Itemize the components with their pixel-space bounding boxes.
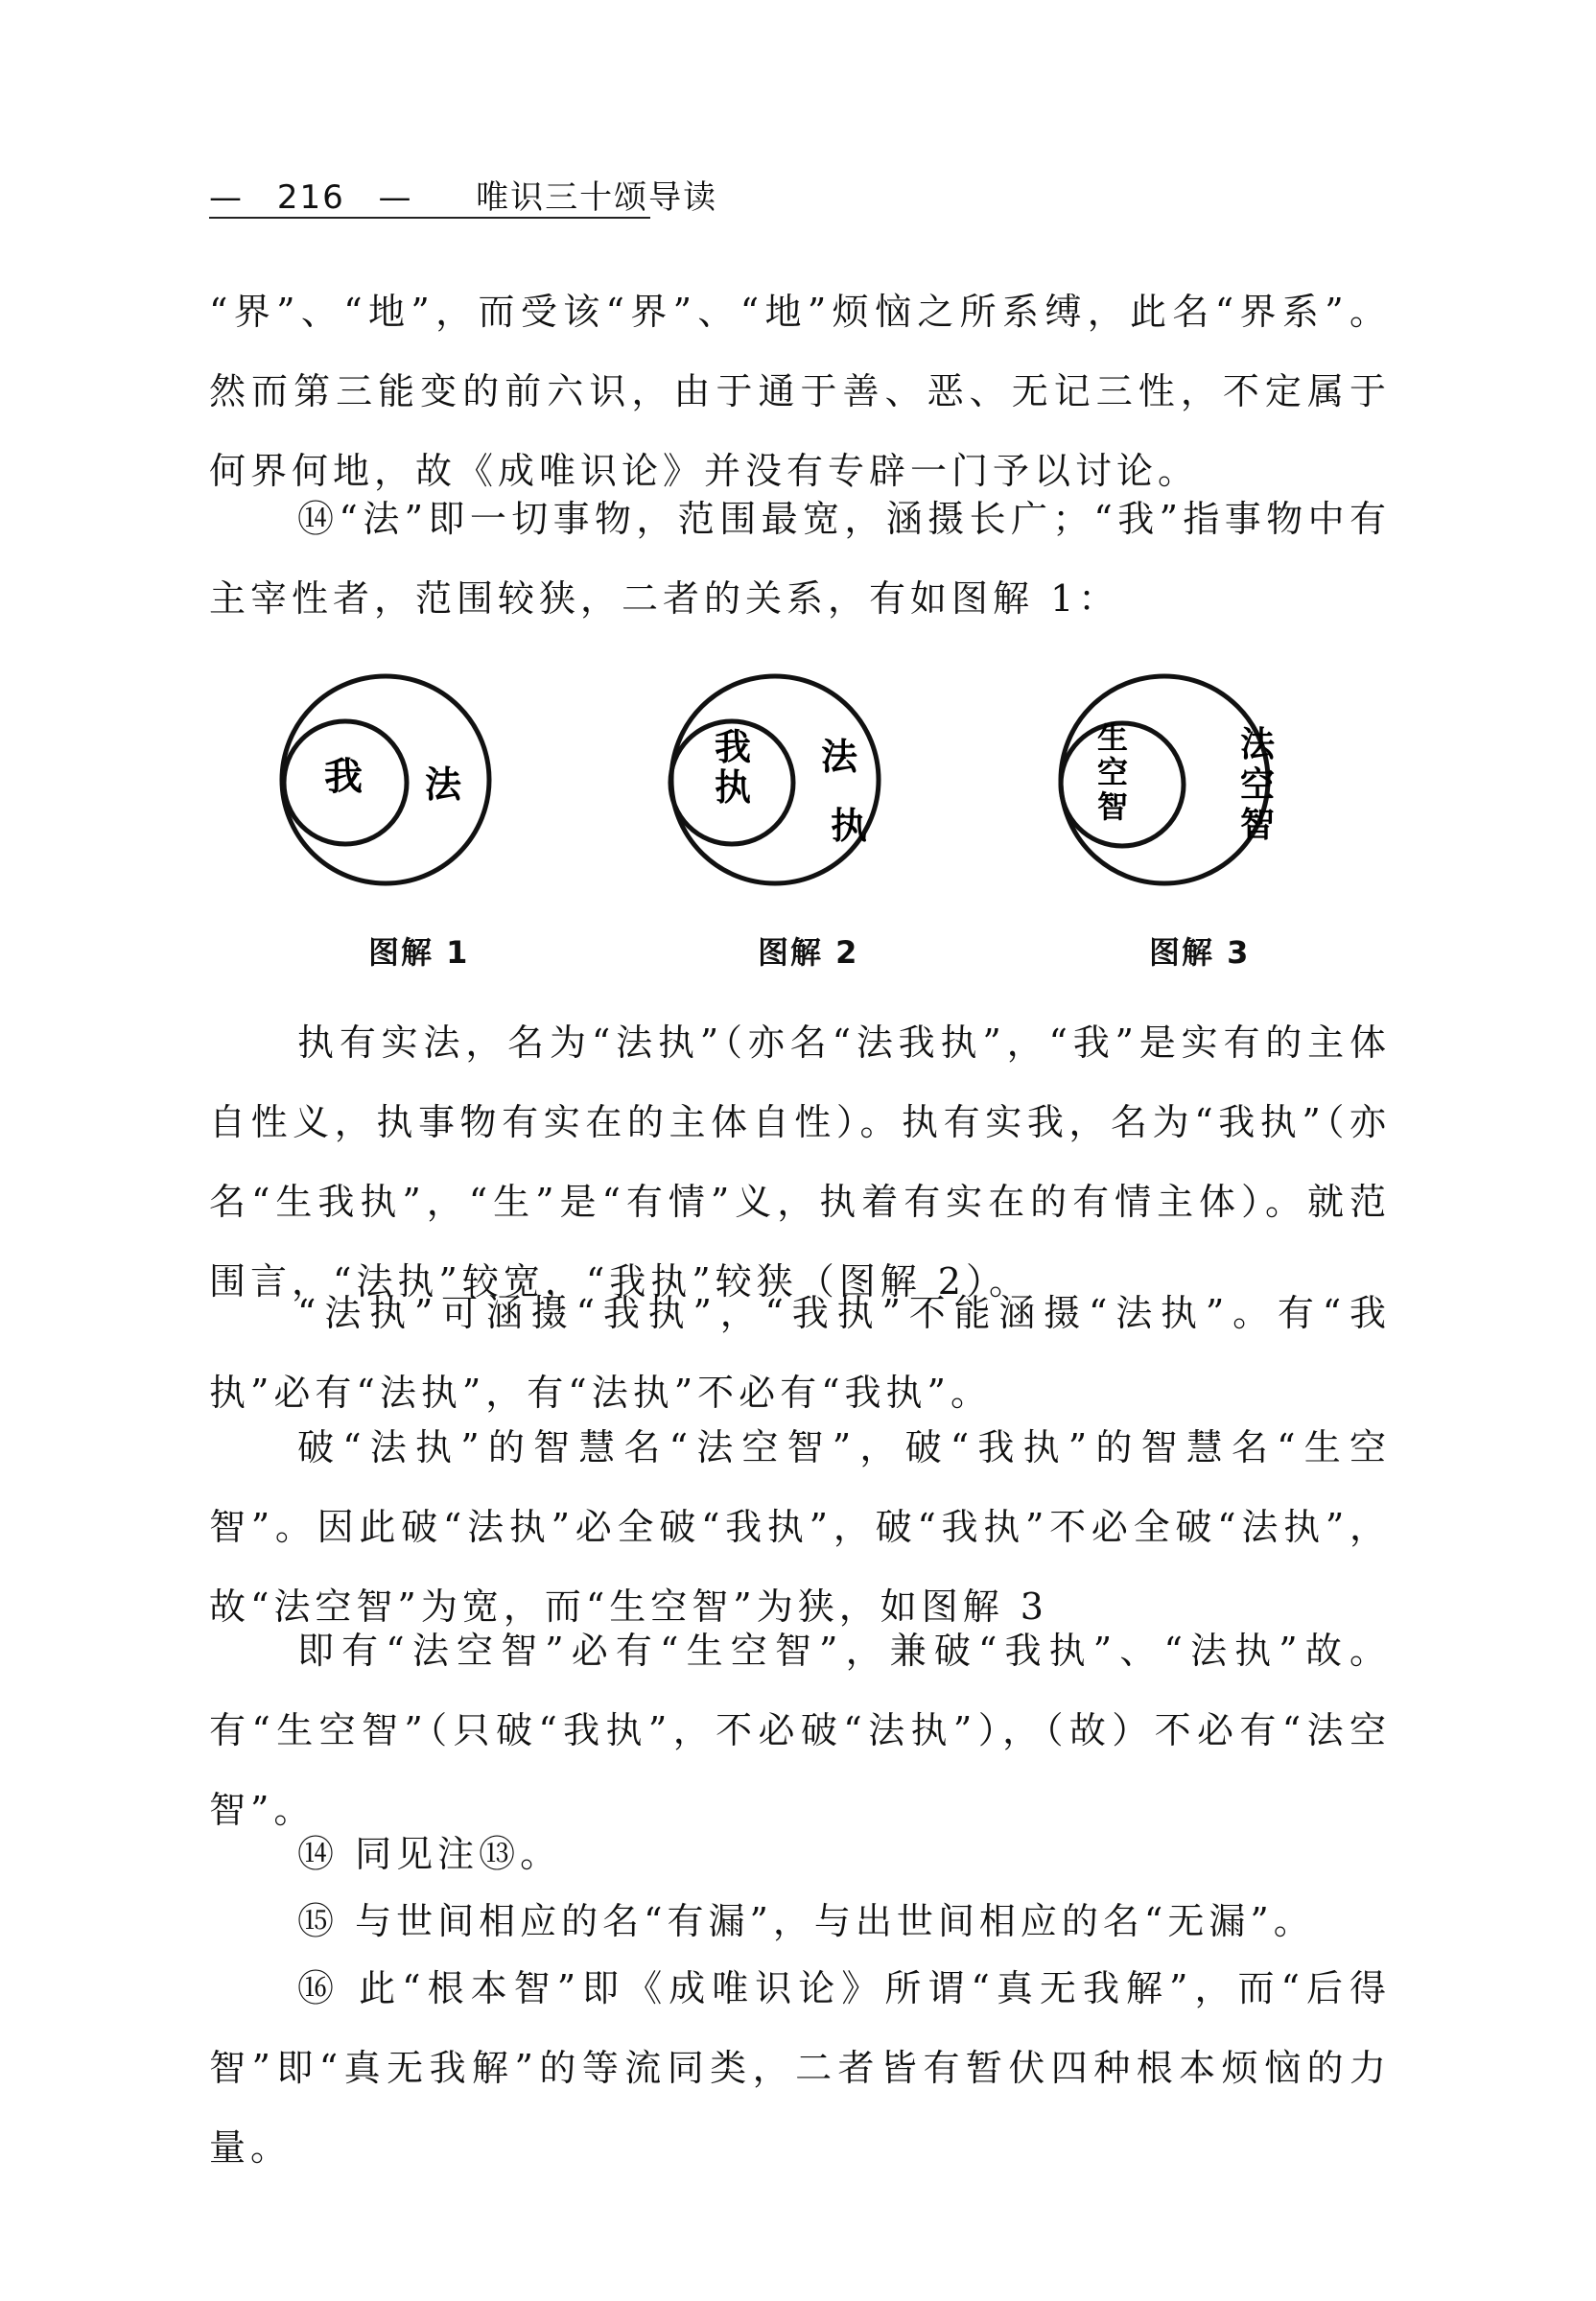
figure-2-diagram [670,676,879,883]
figure-1-diagram [282,676,489,883]
book-title: 唯识三十颂导读 [476,178,718,217]
note-146: ⑯ 此“根本智”即《成唯识论》所谓“真无我解”，而“后得智”即“真无我解”的等流同类，二者皆有暂伏四种根本烦恼的力量。 [209,1967,1391,2169]
header-dash-right: — [378,178,413,217]
paragraph-fazhi: 执有实法，名为“法执”（亦名“法我执”，“我”是实有的主体自性义，执事物有实在的主体自性）。执有实我，名为“我执”（亦名“生我执”，“生”是“有情”义，执着有实在的有情主体）。就范围言，“法执”较宽，“我执”较狭（图解 2）。 [209,1021,1391,1303]
note-145: ⑮ 与世间相应的名“有漏”，与出世间相应的名“无漏”。 [297,1900,1315,1942]
figure-1-caption: 图解 1 [368,934,470,971]
figure-2-inner-label-1: 我 [714,726,752,768]
figure-3-inner-label-1: 生 [1096,719,1129,756]
page-number: 216 [276,178,345,217]
paragraph-kongzhi: 破“法执”的智慧名“法空智”，破“我执”的智慧名“生空智”。因此破“法执”必全破“我执”，破“我执”不必全破“法执”，故“法空智”为宽，而“生空智”为狭，如图解 3 [209,1426,1391,1628]
note-144: ⑭ 同见注⑬。 [297,1833,562,1875]
paragraph-continued: “界”、“地”，而受该“界”、“地”烦恼之所系缚，此名“界系”。然而第三能变的前六识，由于通于善、恶、无记三性，不定属于何界何地，故《成唯识论》并没有专辟一门予以讨论。 [209,291,1391,492]
figure-2-caption: 图解 2 [758,934,859,971]
header-dash-left: — [209,178,244,217]
figure-3-diagram [1061,676,1276,883]
page-header [209,171,717,218]
figure-1-outer-label: 法 [424,763,462,806]
figure-2-outer-label-1: 法 [820,736,858,778]
figure-3-outer-label-2: 空 [1239,765,1276,805]
figure-3-outer-circle [1061,676,1268,883]
figure-2-outer-circle [671,676,879,883]
figure-3-inner-label-2: 空 [1096,754,1129,790]
figure-3-outer-label-1: 法 [1239,725,1276,764]
figure-3-outer-label-3: 智 [1239,806,1276,845]
figure-2-inner-label-2: 执 [714,766,752,809]
note-143: ⑭“法”即一切事物，范围最宽，涵摄长广；“我”指事物中有主宰性者，范围较狭，二者的关系，有如图解 1： [209,498,1391,620]
venn-figures-svg [278,641,1352,928]
paragraph-hansha: “法执”可涵摄“我执”，“我执”不能涵摄“法执”。有“我执”必有“法执”，有“法执”不必有“我执”。 [209,1292,1391,1414]
figure-1-inner-label: 我 [324,755,363,799]
figure-2-outer-label-2: 执 [830,805,868,847]
figure-3-caption: 图解 3 [1149,934,1251,971]
paragraph-youfakongzhi: 即有“法空智”必有“生空智”，兼破“我执”、“法执”故。有“生空智”（只破“我执”，不必破“法执”），（故）不必有“法空智”。 [209,1630,1391,1831]
figure-3-inner-label-3: 智 [1096,788,1129,825]
header-rule [209,217,650,219]
